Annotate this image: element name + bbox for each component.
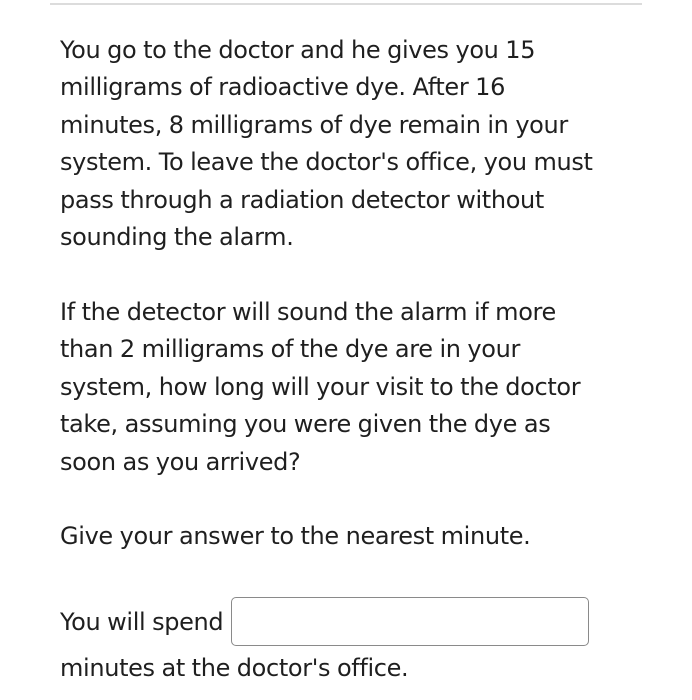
text-line: take, assuming you were given the dye as — [60, 410, 551, 439]
text-line: milligrams of radioactive dye. After 16 — [60, 73, 505, 102]
text-line: sounding the alarm. — [60, 223, 294, 252]
text-line: than 2 milligrams of the dye are in your — [60, 335, 520, 364]
answer-suffix-label: minutes at the doctor's office. — [60, 654, 409, 682]
answer-row — [60, 594, 589, 649]
top-divider — [50, 3, 642, 5]
question-paragraph-2 — [60, 294, 580, 481]
answer-prefix-label: You will spend — [60, 607, 224, 636]
text-line: If the detector will sound the alarm if more — [60, 298, 556, 326]
text-line: soon as you arrived? — [60, 447, 301, 476]
text-line: system, how long will your visit to the doctor — [60, 372, 581, 401]
instruction-text: Give your answer to the nearest minute. — [60, 522, 531, 550]
text-line: pass through a radiation detector without — [60, 185, 544, 214]
text-line: system. To leave the doctor's office, you must — [60, 148, 593, 177]
text-line: You go to the doctor and he gives you 15 — [60, 36, 536, 64]
answer-input[interactable] — [231, 597, 589, 646]
question-paragraph-1 — [60, 32, 593, 256]
text-line: minutes, 8 milligrams of dye remain in your — [60, 110, 568, 139]
